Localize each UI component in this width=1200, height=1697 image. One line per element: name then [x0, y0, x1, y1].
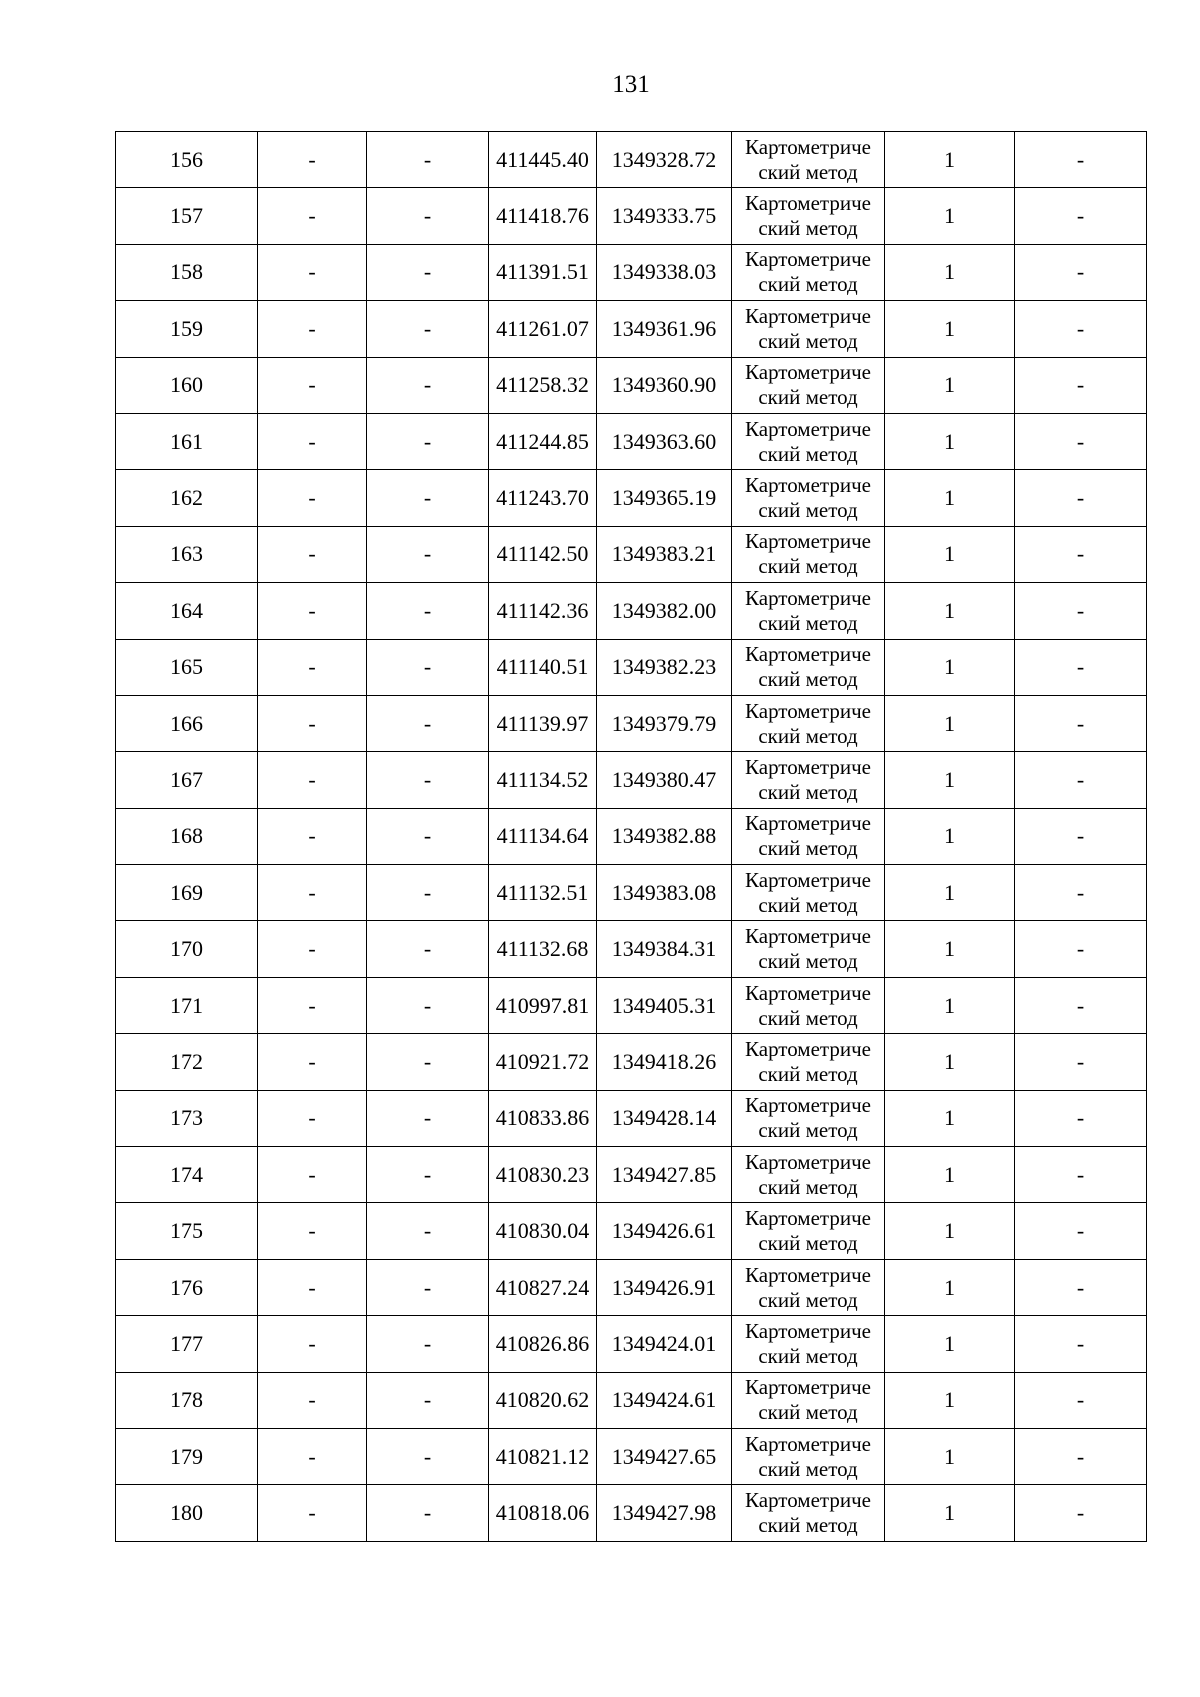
cell-coord-x: 411139.97 — [489, 695, 597, 751]
cell-col-2: - — [258, 1034, 367, 1090]
cell-method — [732, 977, 885, 1033]
cell-point-number: 170 — [116, 921, 258, 977]
cell-col-2: - — [258, 526, 367, 582]
method-line: ский метод — [758, 1343, 858, 1368]
cell-point-number: 172 — [116, 1034, 258, 1090]
cell-coord-y: 1349361.96 — [597, 301, 732, 357]
table-row — [116, 1372, 1147, 1428]
cell-col-3: - — [367, 1316, 489, 1372]
cell-point-number: 174 — [116, 1147, 258, 1203]
cell-method — [732, 1034, 885, 1090]
method-line: Картометриче — [745, 1375, 871, 1400]
cell-col-2: - — [258, 1485, 367, 1541]
cell-col-7: 1 — [885, 301, 1015, 357]
table-row — [116, 1428, 1147, 1484]
cell-point-number: 173 — [116, 1090, 258, 1146]
cell-coord-x: 411142.50 — [489, 526, 597, 582]
cell-method — [732, 470, 885, 526]
cell-col-2: - — [258, 1259, 367, 1315]
cell-method — [732, 639, 885, 695]
cell-col-2: - — [258, 244, 367, 300]
table-row — [116, 526, 1147, 582]
cell-col-2: - — [258, 583, 367, 639]
cell-coord-x: 411142.36 — [489, 583, 597, 639]
table-row — [116, 977, 1147, 1033]
method-line: Картометриче — [745, 1036, 871, 1061]
cell-coord-y: 1349427.98 — [597, 1485, 732, 1541]
method-line: ский метод — [758, 610, 858, 635]
cell-point-number: 158 — [116, 244, 258, 300]
table-row — [116, 244, 1147, 300]
cell-col-8: - — [1015, 1090, 1147, 1146]
method-line: ский метод — [758, 667, 858, 692]
cell-coord-y: 1349360.90 — [597, 357, 732, 413]
cell-coord-y: 1349333.75 — [597, 188, 732, 244]
cell-col-3: - — [367, 921, 489, 977]
cell-col-2: - — [258, 695, 367, 751]
method-line: ский метод — [758, 892, 858, 917]
cell-coord-y: 1349418.26 — [597, 1034, 732, 1090]
cell-col-3: - — [367, 865, 489, 921]
method-line: Картометриче — [745, 642, 871, 667]
cell-col-8: - — [1015, 1203, 1147, 1259]
cell-method — [732, 1428, 885, 1484]
method-line: ский метод — [758, 949, 858, 974]
cell-col-3: - — [367, 1372, 489, 1428]
table-row — [116, 695, 1147, 751]
method-line: Картометриче — [745, 1149, 871, 1174]
cell-col-8: - — [1015, 244, 1147, 300]
cell-col-3: - — [367, 1147, 489, 1203]
cell-method — [732, 1090, 885, 1146]
table-row — [116, 921, 1147, 977]
method-line: Картометриче — [745, 360, 871, 385]
cell-point-number: 178 — [116, 1372, 258, 1428]
cell-method — [732, 808, 885, 864]
cell-col-8: - — [1015, 357, 1147, 413]
cell-col-3: - — [367, 752, 489, 808]
cell-col-8: - — [1015, 470, 1147, 526]
method-line: ский метод — [758, 1456, 858, 1481]
cell-col-3: - — [367, 695, 489, 751]
cell-coord-y: 1349424.01 — [597, 1316, 732, 1372]
method-line: ский метод — [758, 1118, 858, 1143]
table-row — [116, 1485, 1147, 1541]
cell-point-number: 164 — [116, 583, 258, 639]
cell-coord-y: 1349363.60 — [597, 413, 732, 469]
cell-col-8: - — [1015, 921, 1147, 977]
cell-coord-x: 410826.86 — [489, 1316, 597, 1372]
cell-coord-x: 411391.51 — [489, 244, 597, 300]
cell-point-number: 169 — [116, 865, 258, 921]
method-line: Картометриче — [745, 754, 871, 779]
cell-coord-x: 410833.86 — [489, 1090, 597, 1146]
cell-coord-y: 1349338.03 — [597, 244, 732, 300]
cell-point-number: 159 — [116, 301, 258, 357]
table-row — [116, 1259, 1147, 1315]
method-line: Картометриче — [745, 1431, 871, 1456]
table-row — [116, 301, 1147, 357]
table-row — [116, 1316, 1147, 1372]
method-line: Картометриче — [745, 867, 871, 892]
method-line: ский метод — [758, 1174, 858, 1199]
cell-method — [732, 526, 885, 582]
cell-col-3: - — [367, 1090, 489, 1146]
table-row — [116, 357, 1147, 413]
cell-col-3: - — [367, 977, 489, 1033]
cell-coord-x: 410818.06 — [489, 1485, 597, 1541]
method-line: ский метод — [758, 159, 858, 184]
cell-point-number: 162 — [116, 470, 258, 526]
cell-point-number: 179 — [116, 1428, 258, 1484]
cell-point-number: 161 — [116, 413, 258, 469]
cell-coord-y: 1349382.23 — [597, 639, 732, 695]
cell-col-8: - — [1015, 1034, 1147, 1090]
cell-coord-x: 411261.07 — [489, 301, 597, 357]
cell-point-number: 157 — [116, 188, 258, 244]
cell-col-3: - — [367, 1034, 489, 1090]
cell-coord-x: 411132.68 — [489, 921, 597, 977]
cell-col-7: 1 — [885, 1316, 1015, 1372]
cell-coord-x: 411418.76 — [489, 188, 597, 244]
method-line: ский метод — [758, 272, 858, 297]
table-row — [116, 188, 1147, 244]
cell-col-3: - — [367, 1428, 489, 1484]
cell-coord-y: 1349428.14 — [597, 1090, 732, 1146]
cell-point-number: 160 — [116, 357, 258, 413]
cell-coord-y: 1349405.31 — [597, 977, 732, 1033]
method-line: Картометриче — [745, 1262, 871, 1287]
cell-col-7: 1 — [885, 752, 1015, 808]
cell-col-7: 1 — [885, 1485, 1015, 1541]
table-row — [116, 583, 1147, 639]
cell-coord-y: 1349379.79 — [597, 695, 732, 751]
cell-method — [732, 301, 885, 357]
table-row — [116, 865, 1147, 921]
cell-col-2: - — [258, 301, 367, 357]
cell-col-2: - — [258, 921, 367, 977]
method-line: ский метод — [758, 779, 858, 804]
table-row — [116, 639, 1147, 695]
cell-col-8: - — [1015, 695, 1147, 751]
method-line: Картометриче — [745, 191, 871, 216]
cell-col-3: - — [367, 244, 489, 300]
method-line: ский метод — [758, 1231, 858, 1256]
cell-col-2: - — [258, 470, 367, 526]
method-line: Картометриче — [745, 134, 871, 159]
cell-col-8: - — [1015, 865, 1147, 921]
cell-coord-y: 1349382.88 — [597, 808, 732, 864]
table-row — [116, 470, 1147, 526]
cell-col-2: - — [258, 808, 367, 864]
method-line: Картометриче — [745, 303, 871, 328]
cell-method — [732, 357, 885, 413]
cell-coord-x: 410827.24 — [489, 1259, 597, 1315]
cell-point-number: 180 — [116, 1485, 258, 1541]
cell-coord-y: 1349427.85 — [597, 1147, 732, 1203]
cell-point-number: 166 — [116, 695, 258, 751]
page-number: 131 — [612, 71, 650, 98]
cell-col-3: - — [367, 639, 489, 695]
cell-coord-y: 1349328.72 — [597, 132, 732, 188]
method-line: ский метод — [758, 723, 858, 748]
cell-method — [732, 1372, 885, 1428]
cell-col-3: - — [367, 470, 489, 526]
method-line: Картометриче — [745, 1206, 871, 1231]
cell-method — [732, 1259, 885, 1315]
cell-col-7: 1 — [885, 977, 1015, 1033]
cell-coord-x: 411258.32 — [489, 357, 597, 413]
cell-col-3: - — [367, 1203, 489, 1259]
cell-col-2: - — [258, 1372, 367, 1428]
cell-col-7: 1 — [885, 865, 1015, 921]
table-row — [116, 132, 1147, 188]
cell-method — [732, 1147, 885, 1203]
cell-coord-x: 410820.62 — [489, 1372, 597, 1428]
cell-col-2: - — [258, 188, 367, 244]
cell-coord-y: 1349426.91 — [597, 1259, 732, 1315]
table-row — [116, 1203, 1147, 1259]
cell-col-7: 1 — [885, 921, 1015, 977]
method-line: Картометриче — [745, 416, 871, 441]
cell-col-7: 1 — [885, 639, 1015, 695]
cell-col-3: - — [367, 1259, 489, 1315]
cell-coord-x: 410921.72 — [489, 1034, 597, 1090]
cell-coord-y: 1349427.65 — [597, 1428, 732, 1484]
table-row — [116, 1034, 1147, 1090]
method-line: ский метод — [758, 1287, 858, 1312]
cell-col-8: - — [1015, 583, 1147, 639]
cell-coord-x: 410830.04 — [489, 1203, 597, 1259]
method-line: ский метод — [758, 554, 858, 579]
method-line: Картометриче — [745, 1318, 871, 1343]
cell-method — [732, 244, 885, 300]
cell-col-8: - — [1015, 752, 1147, 808]
cell-point-number: 168 — [116, 808, 258, 864]
cell-col-8: - — [1015, 639, 1147, 695]
cell-col-7: 1 — [885, 1147, 1015, 1203]
cell-col-7: 1 — [885, 132, 1015, 188]
cell-col-7: 1 — [885, 470, 1015, 526]
method-line: ский метод — [758, 1061, 858, 1086]
cell-method — [732, 583, 885, 639]
cell-col-7: 1 — [885, 695, 1015, 751]
cell-col-8: - — [1015, 1428, 1147, 1484]
coordinates-table — [115, 131, 1147, 1542]
method-line: Картометриче — [745, 473, 871, 498]
cell-col-3: - — [367, 301, 489, 357]
cell-col-2: - — [258, 639, 367, 695]
method-line: ский метод — [758, 836, 858, 861]
cell-coord-y: 1349424.61 — [597, 1372, 732, 1428]
cell-col-8: - — [1015, 188, 1147, 244]
cell-col-2: - — [258, 752, 367, 808]
cell-point-number: 176 — [116, 1259, 258, 1315]
cell-col-7: 1 — [885, 413, 1015, 469]
cell-coord-x: 411243.70 — [489, 470, 597, 526]
cell-coord-x: 411134.52 — [489, 752, 597, 808]
cell-coord-y: 1349383.08 — [597, 865, 732, 921]
cell-col-2: - — [258, 1147, 367, 1203]
table-row — [116, 1090, 1147, 1146]
cell-coord-x: 411445.40 — [489, 132, 597, 188]
method-line: Картометриче — [745, 811, 871, 836]
cell-col-8: - — [1015, 1372, 1147, 1428]
cell-coord-x: 411132.51 — [489, 865, 597, 921]
table-row — [116, 413, 1147, 469]
method-line: Картометриче — [745, 980, 871, 1005]
cell-coord-y: 1349380.47 — [597, 752, 732, 808]
cell-point-number: 175 — [116, 1203, 258, 1259]
table-row — [116, 752, 1147, 808]
cell-point-number: 156 — [116, 132, 258, 188]
method-line: Картометриче — [745, 529, 871, 554]
method-line: Картометриче — [745, 247, 871, 272]
cell-col-2: - — [258, 357, 367, 413]
cell-coord-x: 411244.85 — [489, 413, 597, 469]
cell-col-7: 1 — [885, 1428, 1015, 1484]
cell-coord-x: 410830.23 — [489, 1147, 597, 1203]
method-line: ский метод — [758, 1400, 858, 1425]
cell-col-8: - — [1015, 413, 1147, 469]
cell-col-2: - — [258, 865, 367, 921]
method-line: ский метод — [758, 498, 858, 523]
cell-col-8: - — [1015, 977, 1147, 1033]
method-line: ский метод — [758, 216, 858, 241]
cell-col-3: - — [367, 1485, 489, 1541]
cell-col-3: - — [367, 357, 489, 413]
method-line: ский метод — [758, 328, 858, 353]
cell-coord-y: 1349384.31 — [597, 921, 732, 977]
cell-col-2: - — [258, 1203, 367, 1259]
cell-point-number: 163 — [116, 526, 258, 582]
cell-col-3: - — [367, 808, 489, 864]
cell-method — [732, 1203, 885, 1259]
cell-col-3: - — [367, 583, 489, 639]
cell-col-2: - — [258, 132, 367, 188]
cell-method — [732, 132, 885, 188]
method-line: ский метод — [758, 1513, 858, 1538]
cell-col-3: - — [367, 413, 489, 469]
cell-point-number: 171 — [116, 977, 258, 1033]
table-body — [116, 132, 1147, 1542]
cell-method — [732, 1316, 885, 1372]
cell-col-7: 1 — [885, 188, 1015, 244]
cell-col-7: 1 — [885, 1034, 1015, 1090]
method-line: Картометриче — [745, 924, 871, 949]
cell-col-8: - — [1015, 132, 1147, 188]
cell-col-3: - — [367, 188, 489, 244]
cell-method — [732, 413, 885, 469]
cell-method — [732, 188, 885, 244]
cell-col-2: - — [258, 1090, 367, 1146]
cell-col-7: 1 — [885, 1259, 1015, 1315]
cell-col-8: - — [1015, 1485, 1147, 1541]
cell-col-7: 1 — [885, 526, 1015, 582]
cell-col-8: - — [1015, 1259, 1147, 1315]
cell-col-8: - — [1015, 1316, 1147, 1372]
cell-col-7: 1 — [885, 808, 1015, 864]
method-line: ский метод — [758, 385, 858, 410]
cell-col-8: - — [1015, 1147, 1147, 1203]
cell-col-3: - — [367, 526, 489, 582]
cell-coord-y: 1349382.00 — [597, 583, 732, 639]
method-line: Картометриче — [745, 698, 871, 723]
cell-col-8: - — [1015, 526, 1147, 582]
cell-coord-y: 1349365.19 — [597, 470, 732, 526]
cell-method — [732, 695, 885, 751]
cell-col-8: - — [1015, 808, 1147, 864]
cell-col-7: 1 — [885, 1090, 1015, 1146]
cell-coord-y: 1349426.61 — [597, 1203, 732, 1259]
cell-col-2: - — [258, 413, 367, 469]
cell-point-number: 165 — [116, 639, 258, 695]
cell-point-number: 167 — [116, 752, 258, 808]
method-line: Картометриче — [745, 1488, 871, 1513]
cell-coord-y: 1349383.21 — [597, 526, 732, 582]
cell-col-7: 1 — [885, 1203, 1015, 1259]
table-row — [116, 1147, 1147, 1203]
cell-point-number: 177 — [116, 1316, 258, 1372]
cell-method — [732, 921, 885, 977]
method-line: ский метод — [758, 1005, 858, 1030]
method-line: ский метод — [758, 441, 858, 466]
cell-method — [732, 752, 885, 808]
cell-col-7: 1 — [885, 244, 1015, 300]
cell-col-3: - — [367, 132, 489, 188]
cell-coord-x: 410821.12 — [489, 1428, 597, 1484]
cell-col-2: - — [258, 977, 367, 1033]
cell-method — [732, 865, 885, 921]
table-row — [116, 808, 1147, 864]
cell-col-8: - — [1015, 301, 1147, 357]
cell-col-7: 1 — [885, 1372, 1015, 1428]
cell-col-2: - — [258, 1316, 367, 1372]
cell-col-2: - — [258, 1428, 367, 1484]
cell-coord-x: 410997.81 — [489, 977, 597, 1033]
cell-method — [732, 1485, 885, 1541]
method-line: Картометриче — [745, 1093, 871, 1118]
cell-coord-x: 411134.64 — [489, 808, 597, 864]
cell-col-7: 1 — [885, 583, 1015, 639]
cell-coord-x: 411140.51 — [489, 639, 597, 695]
method-line: Картометриче — [745, 585, 871, 610]
cell-col-7: 1 — [885, 357, 1015, 413]
